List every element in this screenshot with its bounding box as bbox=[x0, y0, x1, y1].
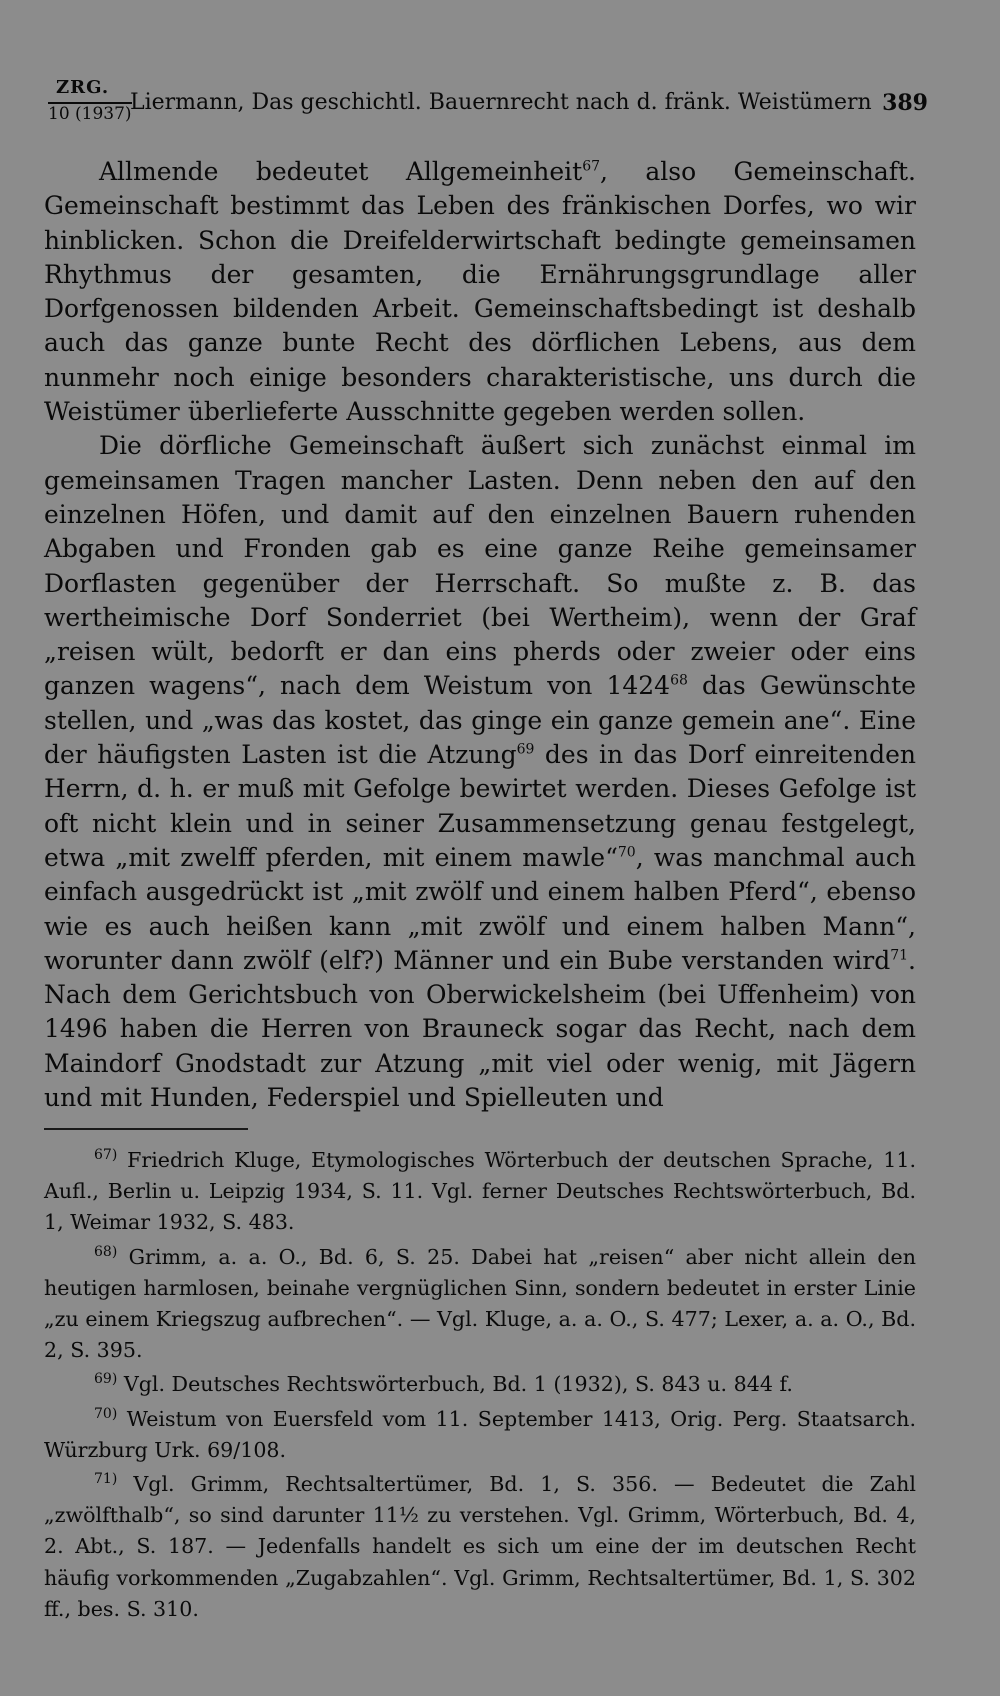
text-run: . Nach dem Gerichtsbuch von Oberwickelsheim (bei Uffenheim) von 1496 haben die Herren von Brauneck sogar das Recht, nach dem Maindorf Gnodstadt zur Atzung „mit viel oder wenig, mit Jägern und mit Hunden, Federspiel und Spielleuten und bbox=[44, 945, 916, 1113]
text-run: Allmende bedeutet Allgemeinheit bbox=[99, 157, 583, 186]
footnote-reference: 67 bbox=[582, 158, 601, 175]
footnote-text: Vgl. Deutsches Rechtswörterbuch, Bd. 1 (1932), S. 843 u. 844 f. bbox=[123, 1372, 793, 1397]
footnote bbox=[44, 1469, 916, 1625]
running-title: Liermann, Das geschichtl. Bauernrecht nach d. fränk. Weistümern bbox=[130, 90, 872, 115]
footnote-reference: 68 bbox=[670, 673, 688, 690]
footnote-number: 67) bbox=[94, 1147, 118, 1164]
footnote-reference: 70 bbox=[617, 844, 636, 861]
footnote-text: Weistum von Euersfeld vom 11. September 1413, Orig. Perg. Staatsarch. Würzburg Urk. 69/108. bbox=[44, 1406, 916, 1462]
footnote bbox=[44, 1242, 916, 1367]
paragraph bbox=[44, 429, 916, 1115]
footnote bbox=[44, 1369, 916, 1400]
footnote-reference: 71 bbox=[890, 947, 909, 964]
text-run: , also Gemeinschaft. Gemeinschaft bestimmt das Leben des fränkischen Dorfes, wo wir hinblicken. Schon die Dreifelderwirtschaft bedingte gemeinsamen Rhythmus der gesamten, die Ernährungsgrundlage aller Dorfgenossen bildenden Arbeit. Gemeinschaftsbedingt ist deshalb auch das ganze bunte Recht des dörflichen Lebens, aus dem nunmehr noch einige besonders charakteristische, uns durch die Weistümer überlieferte Ausschnitte gegeben werden sollen. bbox=[44, 157, 916, 427]
main-text bbox=[44, 155, 916, 1115]
journal-volume: 10 (1937) bbox=[48, 104, 132, 124]
journal-abbreviation: ZRG. bbox=[56, 77, 110, 98]
footnote-text: Grimm, a. a. O., Bd. 6, S. 25. Dabei hat „reisen“ aber nicht allein den heutigen harmlosen, beinahe vergnüglichen Sinn, sondern bedeutet in erster Linie „zu einem Kriegszug aufbrechen“. — Vgl. Kluge, a. a. O., S. 477; Lexer, a. a. O., Bd. 2, S. 395. bbox=[44, 1244, 917, 1363]
text-run: das Gewünschte stellen, und „was das kostet, das ginge ein ganze gemein ane“. Eine der häufigsten Lasten ist die Atzung bbox=[44, 671, 916, 770]
footnote-number: 71) bbox=[94, 1471, 118, 1488]
footnote-number: 69) bbox=[94, 1371, 118, 1388]
paragraph bbox=[44, 155, 916, 429]
footnote-reference: 69 bbox=[516, 741, 535, 758]
footnote bbox=[44, 1404, 916, 1466]
footnote-number: 68) bbox=[94, 1243, 118, 1260]
footnote bbox=[44, 1145, 916, 1239]
page-header bbox=[38, 78, 928, 128]
footnote-divider bbox=[44, 1128, 248, 1130]
footnotes-section bbox=[44, 1145, 916, 1628]
text-run: , was manchmal auch einfach ausgedrückt ist „mit zwölf und einem halben Pferd“, ebenso wie es auch heißen kann „mit zwölf und einem halben Mann“, worunter dann zwölf (elf?) Männer und ein Bube verstanden wird bbox=[44, 842, 917, 975]
page-number: 389 bbox=[882, 90, 928, 116]
text-run: des in das Dorf einreitenden Herrn, d. h. er muß mit Gefolge bewirtet werden. Dieses Gefolge ist oft nicht klein und in seiner Zusammensetzung genau festgelegt, etwa „mit zwelff pferden, mit einem mawle“ bbox=[44, 740, 916, 872]
footnote-text: Friedrich Kluge, Etymologisches Wörterbuch der deutschen Sprache, 11. Aufl., Berlin u. Leipzig 1934, S. 11. Vgl. ferner Deutsches Rechtswörterbuch, Bd. 1, Weimar 1932, S. 483. bbox=[44, 1148, 917, 1235]
footnote-number: 70) bbox=[94, 1405, 118, 1422]
footnote-text: Vgl. Grimm, Rechtsaltertümer, Bd. 1, S. 356. — Bedeutet die Zahl „zwölfthalb“, so sind darunter 11½ zu verstehen. Vgl. Grimm, Wörterbuch, Bd. 4, 2. Abt., S. 187. — Jedenfalls handelt es sich um eine der im deutschen Recht häufig vorkommenden „Zugabzahlen“. Vgl. Grimm, Rechtsaltertümer, Bd. 1, S. 302 ff., bes. S. 310. bbox=[44, 1472, 916, 1621]
text-run: Die dörfliche Gemeinschaft äußert sich zunächst einmal im gemeinsamen Tragen mancher Lasten. Denn neben den auf den einzelnen Höfen, und damit auf den einzelnen Bauern ruhenden Abgaben und Fronden gab es eine ganze Reihe gemeinsamer Dorflasten gegenüber der Herrschaft. So mußte z. B. das wertheimische Dorf Sonderriet (bei Wertheim), wenn der Graf „reisen wült, bedorft er dan eins pherds oder zweier oder eins ganzen wagens“, nach dem Weistum von 1424 bbox=[44, 431, 916, 701]
